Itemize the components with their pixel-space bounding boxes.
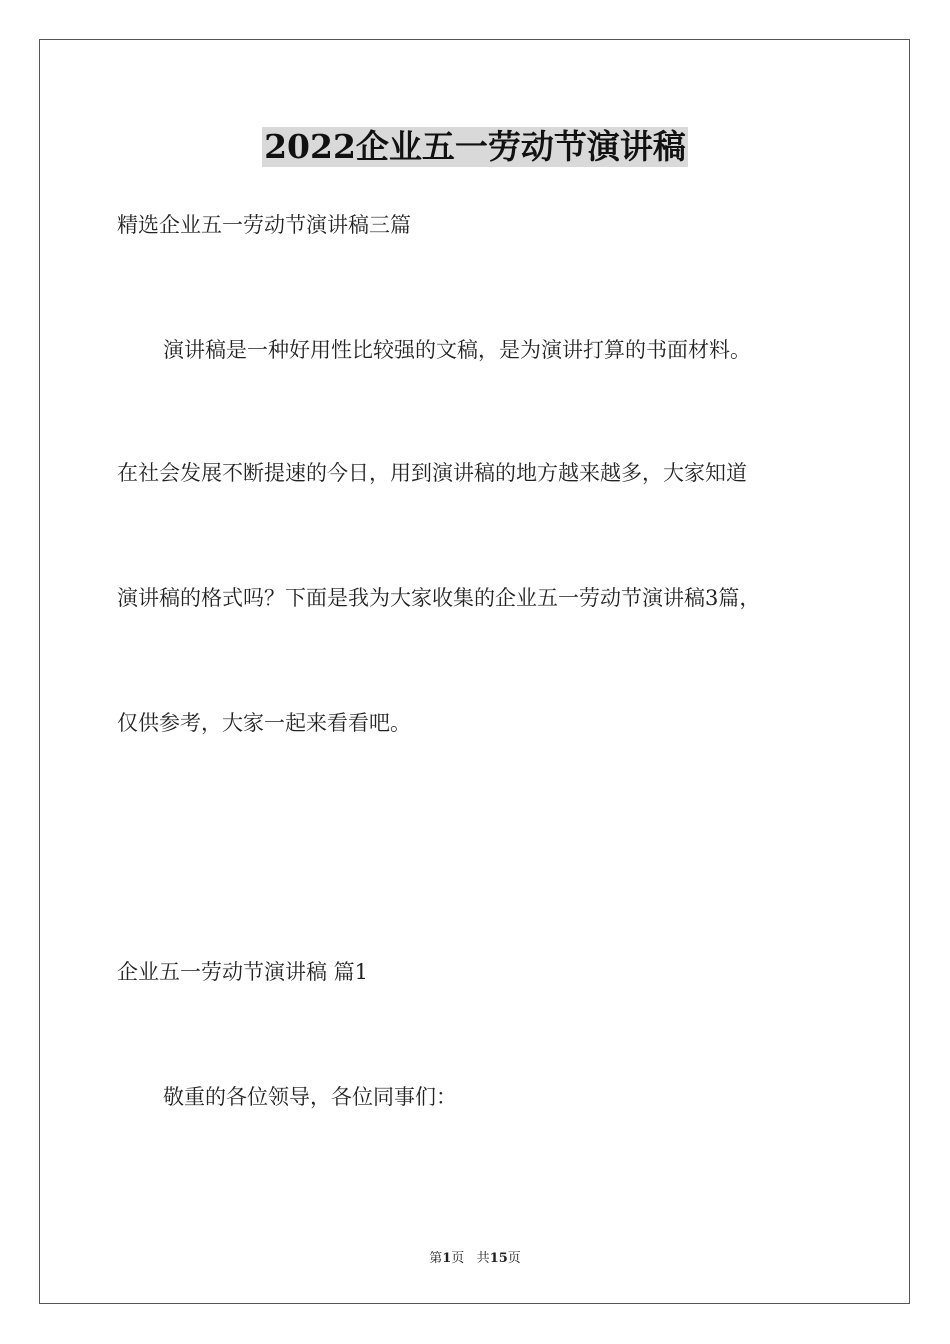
intro-line-2: 在社会发展不断提速的今日，用到演讲稿的地方越来越多，大家知道: [117, 461, 747, 485]
greeting-line: 敬重的各位领导，各位同事们：: [163, 1085, 457, 1109]
footer-page-suffix: 页: [451, 1251, 465, 1266]
intro-line-1: 演讲稿是一种好用性比较强的文稿，是为演讲打算的书面材料。: [163, 338, 751, 362]
document-title-wrap: [0, 127, 950, 167]
footer-total-pages: 15: [489, 1251, 508, 1266]
footer-total-suffix: 页: [507, 1251, 521, 1266]
document-subtitle: 精选企业五一劳动节演讲稿三篇: [117, 213, 411, 237]
section-heading: 企业五一劳动节演讲稿 篇1: [117, 960, 369, 984]
intro-line-4: 仅供参考，大家一起来看看吧。: [117, 711, 411, 735]
document-title: 2022企业五一劳动节演讲稿: [264, 127, 686, 166]
footer-page-number: 1: [442, 1251, 452, 1266]
footer-prefix: 第: [429, 1251, 443, 1266]
footer-total-prefix: 共: [476, 1251, 490, 1266]
intro-line-3: 演讲稿的格式吗？下面是我为大家收集的企业五一劳动节演讲稿3篇，: [117, 586, 761, 610]
page-footer: [0, 1247, 950, 1266]
